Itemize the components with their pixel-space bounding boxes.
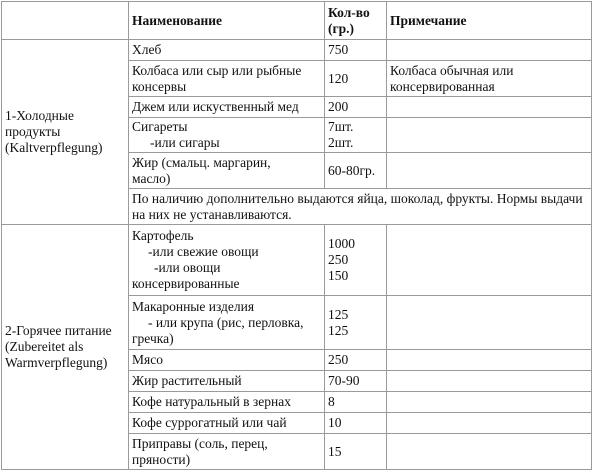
item-qty — [325, 40, 387, 61]
item-qty-text: 150 — [328, 268, 349, 283]
item-name — [129, 225, 325, 296]
item-name-text: -или сигары — [150, 135, 220, 150]
item-qty — [325, 350, 387, 371]
item-note — [387, 371, 592, 392]
group-label-line: (Kaltverpflegung) — [5, 140, 103, 155]
item-qty-text: 120 — [328, 70, 349, 86]
item-name — [129, 153, 325, 189]
item-name-text: Мясо — [132, 352, 163, 367]
item-name — [129, 296, 325, 350]
item-qty-text: 2шт. — [328, 135, 354, 150]
header-blank — [2, 2, 129, 40]
group-label-line: Warmverpflegung) — [5, 355, 108, 370]
item-note — [387, 413, 592, 434]
item-name-text: Хлеб — [132, 42, 162, 57]
item-name-text: -или овощи — [154, 260, 221, 275]
item-name-text: Джем или искуственный мед — [132, 99, 299, 114]
item-qty-text: 10 — [328, 415, 342, 430]
item-name — [129, 350, 325, 371]
item-qty-text: 750 — [328, 42, 349, 57]
group-label — [2, 225, 129, 470]
item-name-text: Жир (смальц. маргарин, — [132, 154, 271, 170]
item-qty-text: 7шт. — [328, 119, 354, 134]
header-qty — [325, 2, 387, 40]
item-name-text: Колбаса или сыр или рыбные — [132, 62, 302, 78]
item-note — [387, 296, 592, 350]
item-name — [129, 371, 325, 392]
item-qty-text: 125 — [328, 306, 349, 322]
item-name — [129, 413, 325, 434]
header-name: Наименование — [129, 2, 325, 40]
item-qty — [325, 153, 387, 189]
item-name-text: Картофель — [132, 228, 194, 243]
item-qty — [325, 97, 387, 118]
item-qty-text: 8 — [328, 394, 335, 409]
item-qty-text: 125 — [328, 322, 349, 338]
item-note — [387, 434, 592, 470]
item-name-text: Сигареты — [132, 119, 188, 134]
item-name-text: консервированные — [132, 276, 240, 291]
item-note — [387, 153, 592, 189]
item-qty-text: 250 — [328, 252, 349, 267]
item-qty-text: 1000 — [328, 236, 355, 251]
group-label-line: 1-Холодные — [5, 108, 74, 123]
item-note-text: Колбаса обычная или — [390, 62, 514, 78]
item-name-text: консервы — [132, 78, 187, 94]
item-name-text: масло) — [132, 170, 171, 186]
header-qty-line1: Кол-во — [328, 4, 370, 20]
item-name — [129, 97, 325, 118]
item-qty — [325, 61, 387, 97]
item-name-text: пряности) — [132, 451, 191, 467]
table-row — [2, 40, 592, 61]
item-name-text: -или свежие овощи — [148, 244, 259, 259]
item-qty-text: 15 — [328, 443, 342, 459]
item-name — [129, 434, 325, 470]
header-row — [2, 2, 592, 40]
item-qty-text: 250 — [328, 352, 349, 367]
item-name-text: Кофе суррогатный или чай — [132, 415, 287, 430]
item-name — [129, 118, 325, 153]
table-row — [2, 225, 592, 296]
item-qty — [325, 413, 387, 434]
item-note-text: консервированная — [390, 78, 495, 94]
ration-table — [1, 1, 592, 470]
item-qty-text: 60-80гр. — [328, 162, 376, 178]
item-note — [387, 40, 592, 61]
item-note — [387, 225, 592, 296]
item-name-text: гречка) — [132, 330, 174, 346]
group-footnote: По наличию дополнительно выдаются яйца, шоколад, фрукты. Нормы выдачи на них не устанавливаются. — [129, 189, 592, 225]
item-qty — [325, 392, 387, 413]
group-label — [2, 40, 129, 225]
item-name — [129, 61, 325, 97]
item-name-text: Приправы (соль, перец, — [132, 435, 268, 451]
item-qty-text: 200 — [328, 99, 349, 114]
item-note — [387, 61, 592, 97]
group-label-line: (Zubereitet als — [5, 339, 84, 354]
item-qty — [325, 296, 387, 350]
item-name — [129, 40, 325, 61]
group-label-line: 2-Горячее питание — [5, 323, 112, 338]
item-note — [387, 350, 592, 371]
item-name-text: Макаронные изделия — [132, 298, 255, 314]
item-note — [387, 118, 592, 153]
item-note — [387, 97, 592, 118]
item-qty — [325, 434, 387, 470]
item-name — [129, 392, 325, 413]
item-qty — [325, 225, 387, 296]
group-label-line: продукты — [5, 124, 61, 139]
item-qty — [325, 118, 387, 153]
item-name-text: - или крупа (рис, перловка, — [148, 314, 304, 330]
item-note — [387, 392, 592, 413]
item-qty — [325, 371, 387, 392]
item-name-text: Жир растительный — [132, 373, 242, 388]
header-qty-line2: (гр.) — [328, 20, 355, 36]
header-note: Примечание — [387, 2, 592, 40]
item-qty-text: 70-90 — [328, 373, 360, 388]
item-name-text: Кофе натуральный в зернах — [132, 394, 291, 409]
